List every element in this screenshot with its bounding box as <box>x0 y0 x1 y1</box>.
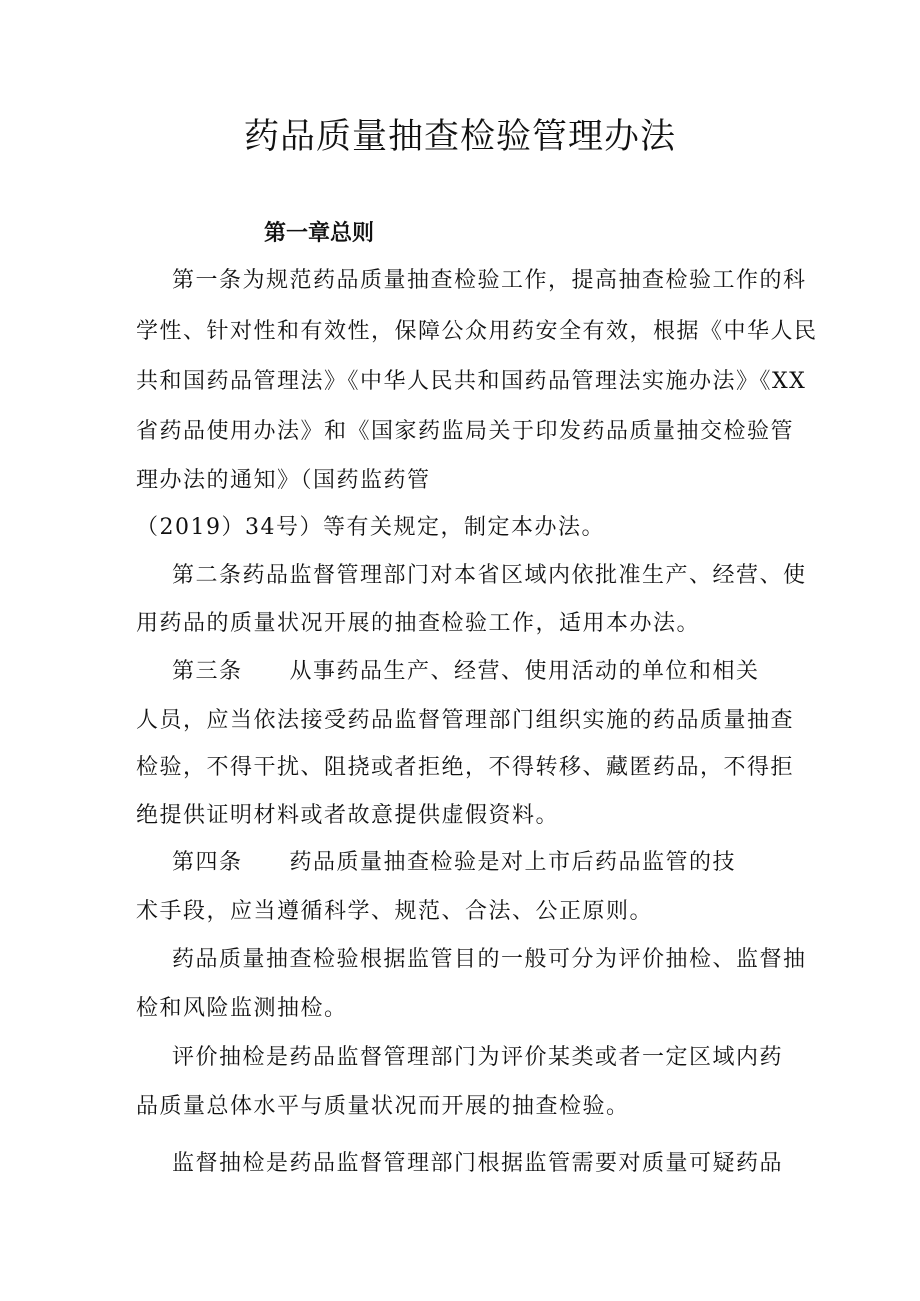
text-line: 检验，不得干扰、阻挠或者拒绝，不得转移、藏匿药品，不得拒 <box>136 755 795 780</box>
text-line: 术手段，应当遵循科学、规范、合法、公正原则。 <box>136 899 654 924</box>
text-line: 药品质量抽查检验根据监管目的一般可分为评价抽检、监督抽 <box>172 947 807 972</box>
text-line: 人员，应当依法接受药品监督管理部门组织实施的药品质量抽查 <box>136 708 795 733</box>
text-line: 评价抽检是药品监督管理部门为评价某类或者一定区域内药 <box>172 1045 784 1070</box>
text-line: 用药品的质量状况开展的抽查检验工作，适用本办法。 <box>136 611 701 636</box>
text-line: 绝提供证明材料或者故意提供虚假资料。 <box>136 803 560 828</box>
text-line: 省药品使用办法》和《国家药监局关于印发药品质量抽交检验管 <box>136 419 795 444</box>
text-line: 第一条为规范药品质量抽查检验工作，提高抽查检验工作的科 <box>172 268 807 293</box>
document-title: 药品质量抽查检验管理办法 <box>243 117 676 157</box>
text-line: 品质量总体水平与质量状况而开展的抽查检验。 <box>136 1094 630 1119</box>
text-line: 检和风险监测抽检。 <box>136 996 348 1021</box>
text-line: 第二条药品监督管理部门对本省区域内依批准生产、经营、使 <box>172 563 807 588</box>
text-line: 共和国药品管理法》《中华人民共和国药品管理法实施办法》《XX <box>136 369 807 394</box>
text-line: 第三条 从事药品生产、经营、使用活动的单位和相关 <box>172 659 760 684</box>
text-line: （2019）34号）等有关规定，制定本办法。 <box>136 515 605 540</box>
text-line: 理办法的通知》（国药监药管 <box>136 468 431 493</box>
text-line: 第四条 药品质量抽查检验是对上市后药品监管的技 <box>172 850 737 875</box>
text-line: 学性、针对性和有效性，保障公众用药安全有效，根据《中华人民 <box>136 319 818 344</box>
text-line: 监督抽检是药品监督管理部门根据监管需要对质量可疑药品 <box>172 1151 784 1176</box>
chapter-heading: 第一章总则 <box>264 221 375 246</box>
